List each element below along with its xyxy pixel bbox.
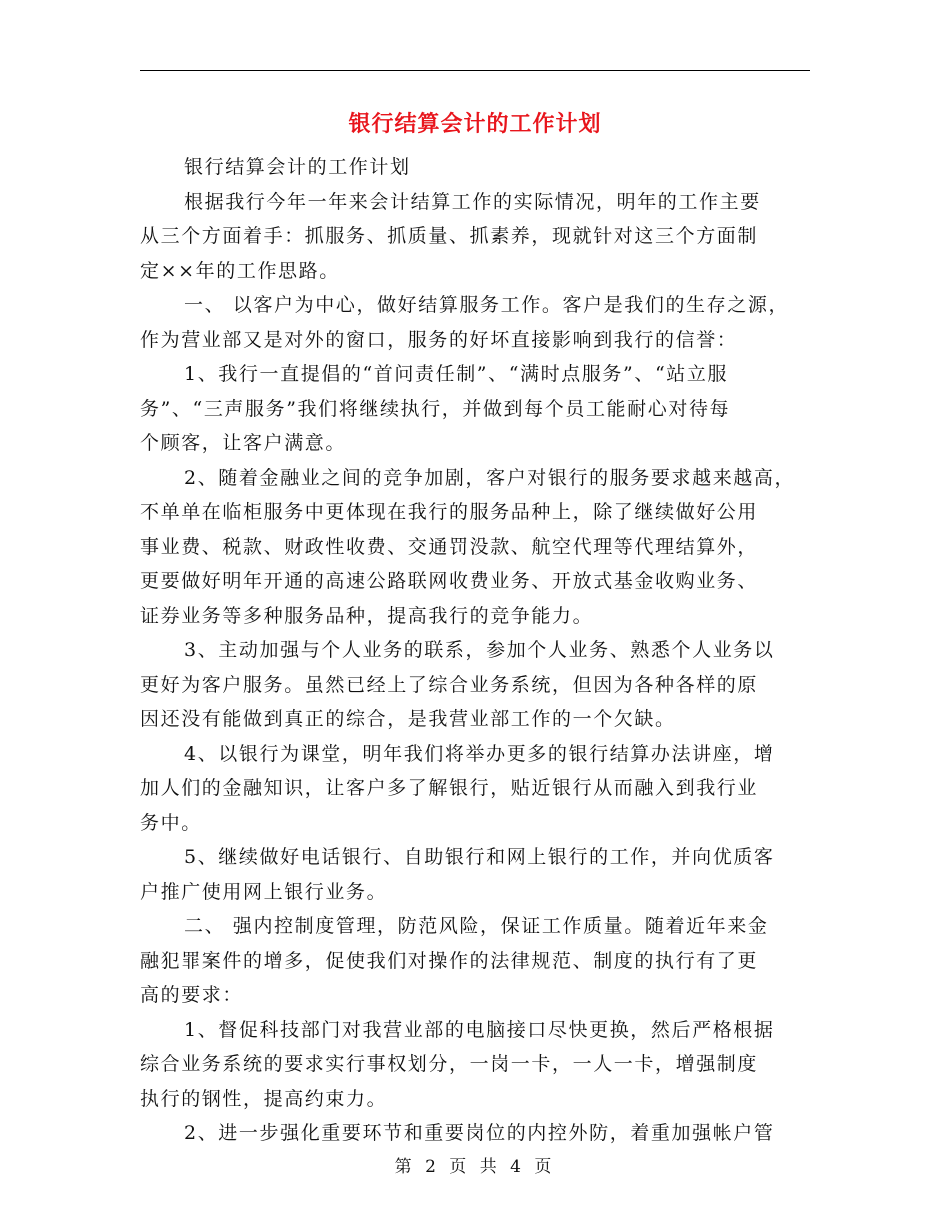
- document-body: [140, 150, 810, 1151]
- text-line: 定××年的工作思路。: [140, 259, 340, 282]
- text-line: 银行结算会计的工作计划: [184, 156, 411, 178]
- text-line: 加人们的金融知识，让客户多了解银行，贴近银行从而融入到我行业: [140, 777, 759, 799]
- paragraph: [140, 633, 810, 737]
- paragraph: [140, 1116, 810, 1151]
- document-title: 银行结算会计的工作计划: [348, 111, 602, 137]
- paragraph: [140, 150, 810, 185]
- text-line: 户推广使用网上银行业务。: [140, 880, 388, 903]
- text-line: 5、继续做好电话银行、自助银行和网上银行的工作，并向优质客: [184, 846, 775, 868]
- text-line: 务中。: [140, 811, 202, 834]
- text-line: 从三个方面着手：抓服务、抓质量、抓素养，现就针对这三个方面制: [140, 225, 759, 247]
- paragraph: [140, 461, 810, 634]
- text-line: 高的要求：: [140, 984, 244, 1006]
- paragraph: [140, 840, 810, 909]
- paragraph: [140, 909, 810, 1013]
- text-line: 执行的钢性，提高约束力。: [140, 1087, 388, 1110]
- paragraph: [140, 288, 810, 357]
- text-line: 1、我行一直提倡的“首问责任制”、“满时点服务”、“站立服: [184, 363, 729, 385]
- text-line: 因还没有能做到真正的综合，是我营业部工作的一个欠缺。: [140, 708, 676, 730]
- text-line: 二、 强内控制度管理，防范风险，保证工作质量。随着近年来金: [184, 915, 769, 937]
- text-line: 务”、“三声服务”我们将继续执行，并做到每个员工能耐心对待每: [140, 397, 731, 420]
- text-line: 作为营业部又是对外的窗口，服务的好坏直接影响到我行的信誉：: [140, 328, 738, 351]
- paragraph: [140, 1013, 810, 1117]
- text-line: 个顾客，让客户满意。: [140, 432, 347, 454]
- paragraph: [140, 185, 810, 289]
- text-line: 一、 以客户为中心，做好结算服务工作。客户是我们的生存之源，: [184, 294, 790, 316]
- text-line: 3、主动加强与个人业务的联系，参加个人业务、熟悉个人业务以: [184, 639, 775, 661]
- text-line: 更好为客户服务。虽然已经上了综合业务系统，但因为各种各样的原: [140, 673, 759, 696]
- text-line: 2、进一步强化重要环节和重要岗位的内控外防，着重加强帐户管: [184, 1122, 775, 1144]
- header-rule: [140, 70, 810, 71]
- text-line: 1、督促科技部门对我营业部的电脑接口尽快更换，然后严格根据: [184, 1018, 775, 1041]
- text-line: 根据我行今年一年来会计结算工作的实际情况，明年的工作主要: [184, 190, 761, 213]
- text-line: 证券业务等多种服务品种，提高我行的竞争能力。: [140, 604, 594, 627]
- paragraph: [140, 357, 810, 461]
- text-line: 4、以银行为课堂，明年我们将举办更多的银行结算办法讲座，增: [184, 742, 775, 765]
- paragraph: [140, 737, 810, 841]
- page-number: 第 2 页 共 4 页: [394, 1157, 556, 1177]
- text-line: 不单单在临柜服务中更体现在我行的服务品种上，除了继续做好公用: [140, 501, 759, 523]
- text-line: 融犯罪案件的增多，促使我们对操作的法律规范、制度的执行有了更: [140, 949, 759, 972]
- text-line: 事业费、税款、财政性收费、交通罚没款、航空代理等代理结算外，: [140, 535, 759, 558]
- text-line: 2、随着金融业之间的竞争加剧，客户对银行的服务要求越来越高，: [184, 466, 796, 489]
- text-line: 更要做好明年开通的高速公路联网收费业务、开放式基金收购业务、: [140, 570, 759, 592]
- text-line: 综合业务系统的要求实行事权划分，一岗一卡，一人一卡，增强制度: [140, 1053, 759, 1075]
